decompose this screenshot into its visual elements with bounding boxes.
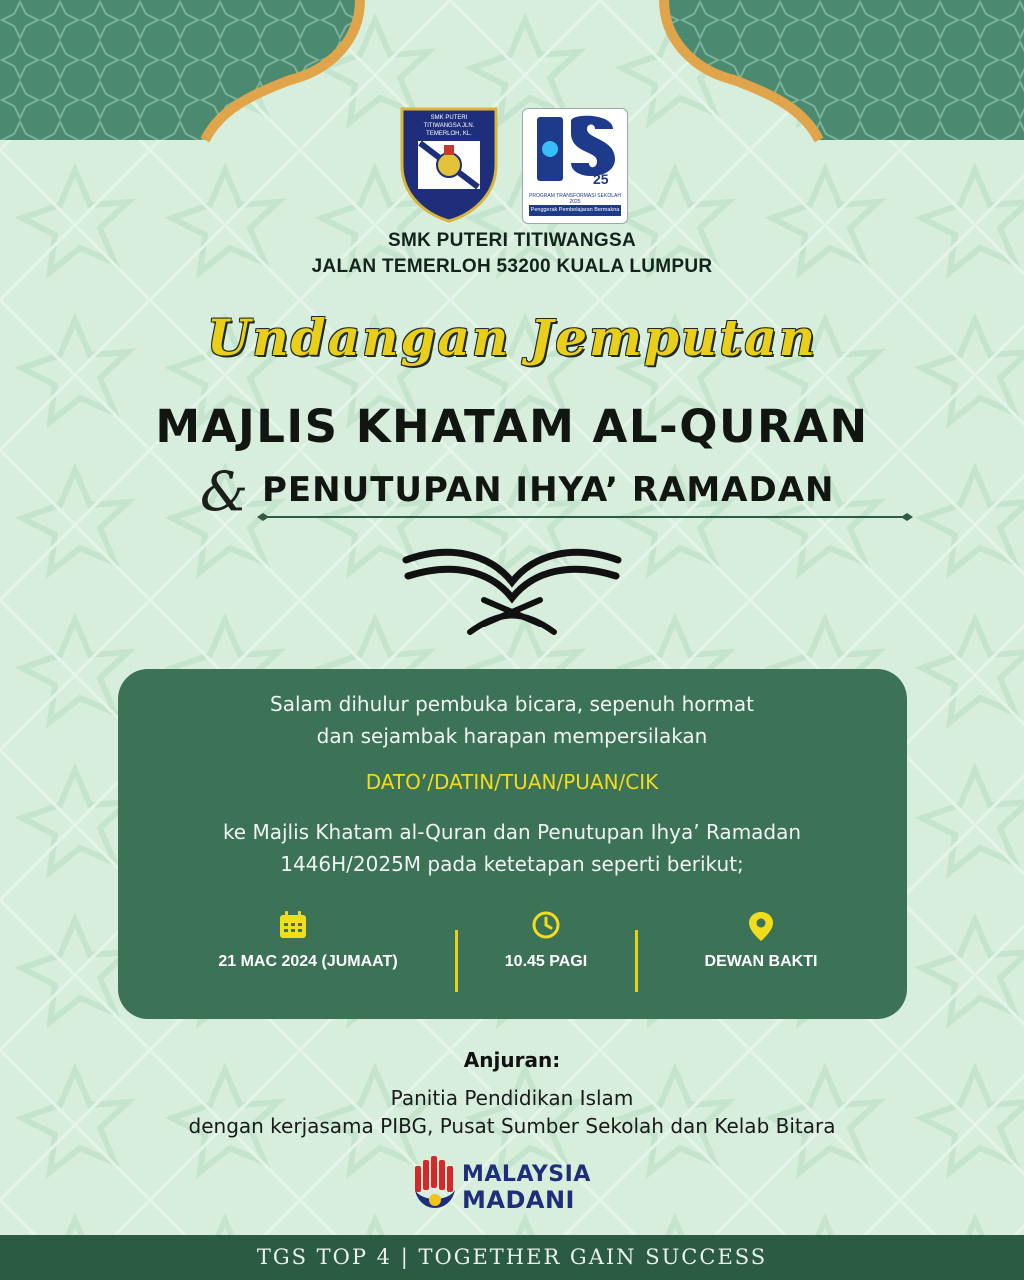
program-logo-number: 25 (593, 171, 609, 187)
footer-tagline: TGS TOP 4 | TOGETHER GAIN SUCCESS (0, 1235, 1024, 1280)
organizer-heading: Anjuran: (463, 1048, 561, 1072)
clock-icon (531, 910, 561, 940)
program-ts25-logo (522, 108, 628, 224)
event-venue: DEWAN BAKTI (704, 953, 818, 970)
madani-line1: MALAYSIA (462, 1162, 591, 1187)
school-crest-text: SMK PUTERI TITIWANGSA JLN. TEMERLOH, KL. (423, 115, 475, 137)
greeting-line2: dan sejambak harapan mempersilakan (316, 724, 708, 748)
event-title-line1: MAJLIS KHATAM AL-QURAN (155, 400, 869, 453)
school-address: JALAN TEMERLOH 53200 KUALA LUMPUR (311, 256, 713, 277)
program-logo-tagline: Penggerak Pembelajaran Bermakna (529, 205, 621, 216)
school-name: SMK PUTERI TITIWANGSA (387, 230, 637, 251)
honorifics: DATO’/DATIN/TUAN/PUAN/CIK (365, 770, 659, 794)
title-underline-divider (255, 510, 915, 524)
body-line1: ke Majlis Khatam al-Quran dan Penutupan Ihya’ Ramadan (222, 820, 802, 844)
event-title-line2: PENUTUPAN IHYA’ RAMADAN (262, 470, 835, 510)
organizer-line1: Panitia Pendidikan Islam (390, 1086, 634, 1110)
organizer-line2: dengan kerjasama PIBG, Pusat Sumber Sekolah dan Kelab Bitara (188, 1114, 836, 1138)
script-title: Undangan Jemputan (206, 308, 818, 367)
event-time: 10.45 PAGI (504, 953, 588, 970)
ampersand: & (200, 460, 249, 523)
calendar-icon (278, 910, 308, 940)
location-pin-icon (746, 910, 776, 942)
madani-line2: MADANI (462, 1186, 575, 1214)
greeting-line1: Salam dihulur pembuka bicara, sepenuh hormat (270, 692, 754, 716)
detail-separator (635, 930, 638, 992)
program-logo-text: PROGRAM TRANSFORMASI SEKOLAH 2025 (529, 193, 621, 205)
event-date: 21 MAC 2024 (JUMAAT) (218, 953, 398, 970)
body-line2: 1446H/2025M pada ketetapan seperti berikut; (280, 852, 744, 876)
malaysia-madani-emblem (412, 1156, 458, 1218)
open-quran-icon (400, 540, 624, 640)
detail-separator (455, 930, 458, 992)
